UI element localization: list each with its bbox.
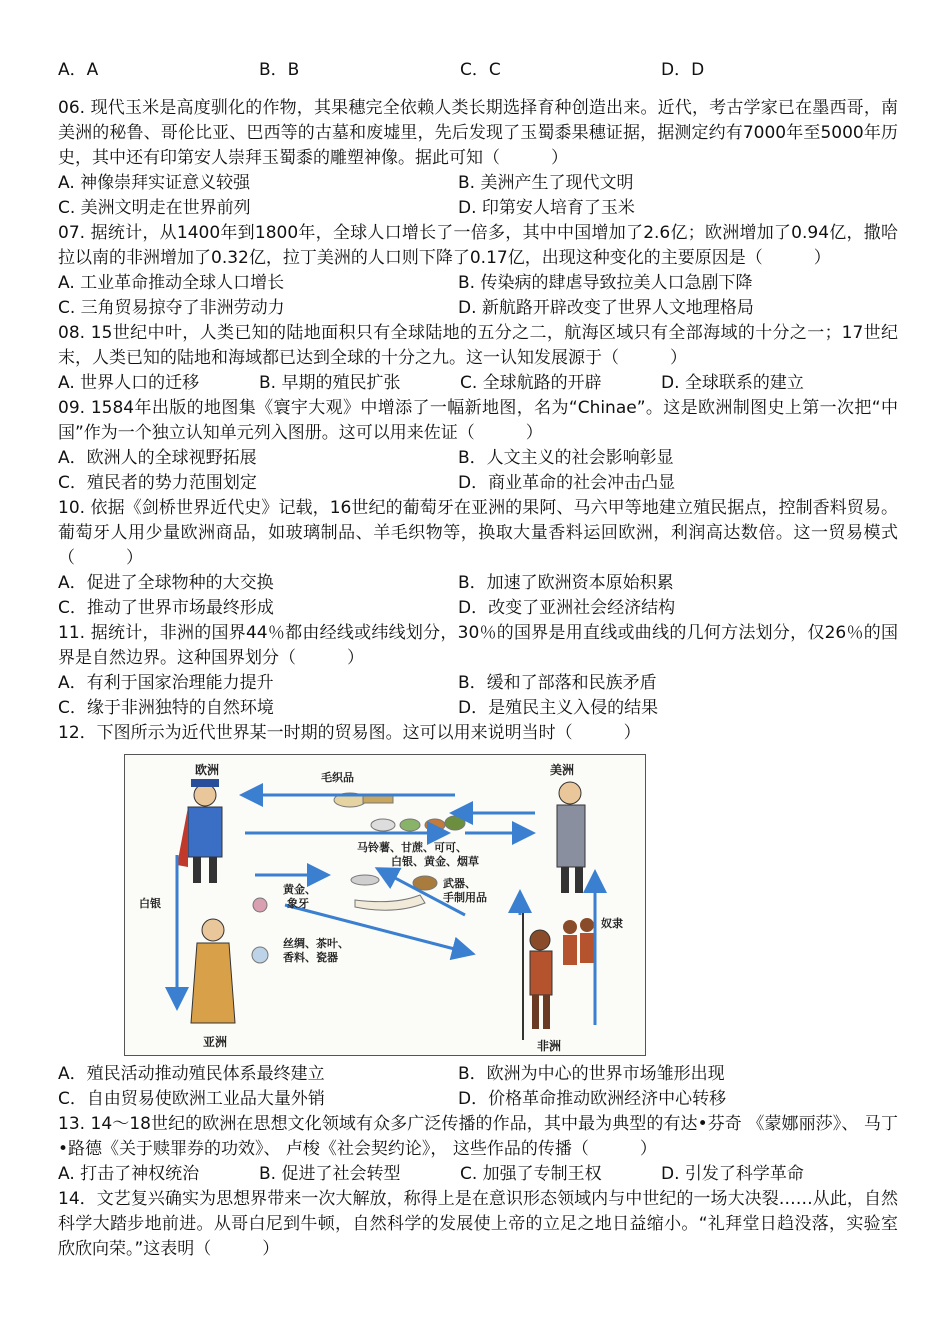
option-c[interactable]: C. 全球航路的开辟 xyxy=(460,373,602,393)
option-a[interactable]: A. 打击了神权统治 xyxy=(58,1164,200,1184)
option-a[interactable]: A．有利于国家治理能力提升 xyxy=(58,673,274,693)
label-silk-2: 香料、瓷器 xyxy=(283,951,338,964)
q12-options-row1 xyxy=(58,1062,898,1087)
label-silver: 白银 xyxy=(139,897,161,910)
africa-figure xyxy=(523,905,594,1040)
label-weapons-1: 武器、 xyxy=(443,877,476,890)
option-d[interactable]: D．D xyxy=(661,60,705,80)
option-a[interactable]: A．欧洲人的全球视野拓展 xyxy=(58,448,257,468)
option-d[interactable]: D．价格革命推动欧洲经济中心转移 xyxy=(458,1089,727,1109)
q14-stem: 14．文艺复兴确实为思想界带来一次大解放，称得上是在意识形态领域内与中世纪的一场大决裂……从此，自然科学大踏步地前进。从哥白尼到牛顿，自然科学的发展使上帝的立足之地日益缩小。“礼拜堂日趋没落，实验室欣欣向荣。”这表明（ ） xyxy=(58,1189,898,1259)
option-a[interactable]: A．A xyxy=(58,60,99,80)
option-a[interactable]: A．促进了全球物种的大交换 xyxy=(58,573,274,593)
option-d[interactable]: D. 引发了科学革命 xyxy=(661,1164,804,1184)
q06-options-row1 xyxy=(58,171,898,196)
q07-stem: 07. 据统计，从1400年到1800年，全球人口增长了一倍多，其中中国增加了2.6亿；欧洲增加了0.94亿，撒哈拉以南的非洲增加了0.32亿，拉丁美洲的人口则下降了0.17亿，出现这种变化的主要原因是（ ） xyxy=(58,223,898,268)
america-figure xyxy=(557,782,585,893)
option-c[interactable]: C. 美洲文明走在世界前列 xyxy=(58,198,251,218)
option-d[interactable]: D．是殖民主义入侵的结果 xyxy=(458,698,659,718)
option-b[interactable]: B．缓和了部落和民族矛盾 xyxy=(458,673,657,693)
trade-diagram xyxy=(124,754,646,1056)
option-a[interactable]: A. 神像崇拜实证意义较强 xyxy=(58,173,251,193)
label-gold-ivory-1: 黄金、 xyxy=(283,883,316,896)
label-america: 美洲 xyxy=(550,763,575,777)
q08-stem: 08. 15世纪中叶，人类已知的陆地面积只有全球陆地的五分之二，航海区域只有全部海域的十分之一；17世纪末，人类已知的陆地和海域都已达到全球的十分之九。这一认知发展源于（ ） xyxy=(58,323,898,368)
option-b[interactable]: B．加速了欧洲资本原始积累 xyxy=(458,573,674,593)
q06-stem: 06. 现代玉米是高度驯化的作物，其果穗完全依赖人类长期选择育种创造出来。近代，考古学家已在墨西哥，南美洲的秘鲁、哥伦比亚、巴西等的古墓和废墟里，先后发现了玉蜀黍果穗证据，据测定约有7000年至5000年历史，其中还有印第安人崇拜玉蜀黍的雕塑神像。据此可知（ ） xyxy=(58,98,898,168)
q13-options xyxy=(58,1162,898,1187)
trade-arrows xyxy=(125,755,645,1055)
label-asia: 亚洲 xyxy=(203,1035,228,1049)
option-c[interactable]: C．自由贸易使欧洲工业品大量外销 xyxy=(58,1089,325,1109)
q07-options-row2 xyxy=(58,296,898,321)
label-silk-1: 丝绸、茶叶、 xyxy=(283,937,349,950)
q11-options-row1 xyxy=(58,671,898,696)
europe-figure xyxy=(177,779,222,883)
exam-page xyxy=(58,58,898,1262)
option-d[interactable]: D. 全球联系的建立 xyxy=(661,373,804,393)
q11-stem: 11. 据统计，非洲的国界44％都由经线或纬线划分，30％的国界是用直线或曲线的几何方法划分，仅26％的国界是自然边界。这种国界划分（ ） xyxy=(58,623,898,668)
label-slaves: 奴隶 xyxy=(601,917,623,930)
option-a[interactable]: A．殖民活动推动殖民体系最终建立 xyxy=(58,1064,325,1084)
option-c[interactable]: C. 三角贸易掠夺了非洲劳动力 xyxy=(58,298,285,318)
q10-options-row2 xyxy=(58,596,898,621)
option-b[interactable]: B. 早期的殖民扩张 xyxy=(259,373,401,393)
q08-options xyxy=(58,371,898,396)
q09-stem: 09. 1584年出版的地图集《寰宇大观》中增添了一幅新地图，名为“Chinae”。这是欧洲制图史上第一次把“中国”作为一个独立认知单元列入图册。这可以用来佐证（ ） xyxy=(58,398,898,443)
q12-options-row2 xyxy=(58,1087,898,1112)
label-wool: 毛织品 xyxy=(321,771,354,784)
asia-figure xyxy=(191,919,235,1023)
q12-stem: 12．下图所示为近代世界某一时期的贸易图。这可以用来说明当时（ ） xyxy=(58,723,641,743)
option-d[interactable]: D．改变了亚洲社会经济结构 xyxy=(458,598,676,618)
label-europe: 欧洲 xyxy=(195,763,220,777)
q13-stem: 13. 14～18世纪的欧洲在思想文化领域有众多广泛传播的作品，其中最为典型的有达•芬奇 《蒙娜丽莎》、 马丁•路德《关于赎罪券的功效》、 卢梭《社会契约论》， 这些作品的传播（ ） xyxy=(58,1114,898,1159)
label-american-goods-1: 马铃薯、甘蔗、可可、 xyxy=(357,841,467,854)
option-c[interactable]: C．C xyxy=(460,60,501,80)
option-c[interactable]: C．缘于非洲独特的自然环境 xyxy=(58,698,274,718)
option-c[interactable]: C. 加强了专制王权 xyxy=(460,1164,602,1184)
label-gold-ivory-2: 象牙 xyxy=(287,897,309,910)
q05-options xyxy=(58,58,898,83)
option-d[interactable]: D. 印第安人培育了玉米 xyxy=(458,198,635,218)
option-b[interactable]: B. 美洲产生了现代文明 xyxy=(458,173,634,193)
option-d[interactable]: D．商业革命的社会冲击凸显 xyxy=(458,473,676,493)
q06-options-row2 xyxy=(58,196,898,221)
q09-options-row1 xyxy=(58,446,898,471)
option-b[interactable]: B．欧洲为中心的世界市场雏形出现 xyxy=(458,1064,725,1084)
label-american-goods-2: 白银、黄金、烟草 xyxy=(391,855,479,868)
option-a[interactable]: A. 工业革命推动全球人口增长 xyxy=(58,273,285,293)
q11-options-row2 xyxy=(58,696,898,721)
option-b[interactable]: B．人文主义的社会影响彰显 xyxy=(458,448,674,468)
q09-options-row2 xyxy=(58,471,898,496)
option-c[interactable]: C．殖民者的势力范围划定 xyxy=(58,473,257,493)
option-c[interactable]: C．推动了世界市场最终形成 xyxy=(58,598,274,618)
option-d[interactable]: D. 新航路开辟改变了世界人文地理格局 xyxy=(458,298,754,318)
q10-options-row1 xyxy=(58,571,898,596)
option-b[interactable]: B．B xyxy=(259,60,300,80)
option-a[interactable]: A. 世界人口的迁移 xyxy=(58,373,200,393)
label-weapons-2: 手制用品 xyxy=(443,891,487,904)
label-africa: 非洲 xyxy=(537,1039,562,1053)
option-b[interactable]: B. 传染病的肆虐导致拉美人口急剧下降 xyxy=(458,273,753,293)
q10-stem: 10. 依据《剑桥世界近代史》记载，16世纪的葡萄牙在亚洲的果阿、马六甲等地建立殖民据点，控制香料贸易。葡萄牙人用少量欧洲商品，如玻璃制品、羊毛织物等，换取大量香料运回欧洲，利润高达数倍。这一贸易模式（ ） xyxy=(58,498,898,568)
option-b[interactable]: B. 促进了社会转型 xyxy=(259,1164,401,1184)
q07-options-row1 xyxy=(58,271,898,296)
